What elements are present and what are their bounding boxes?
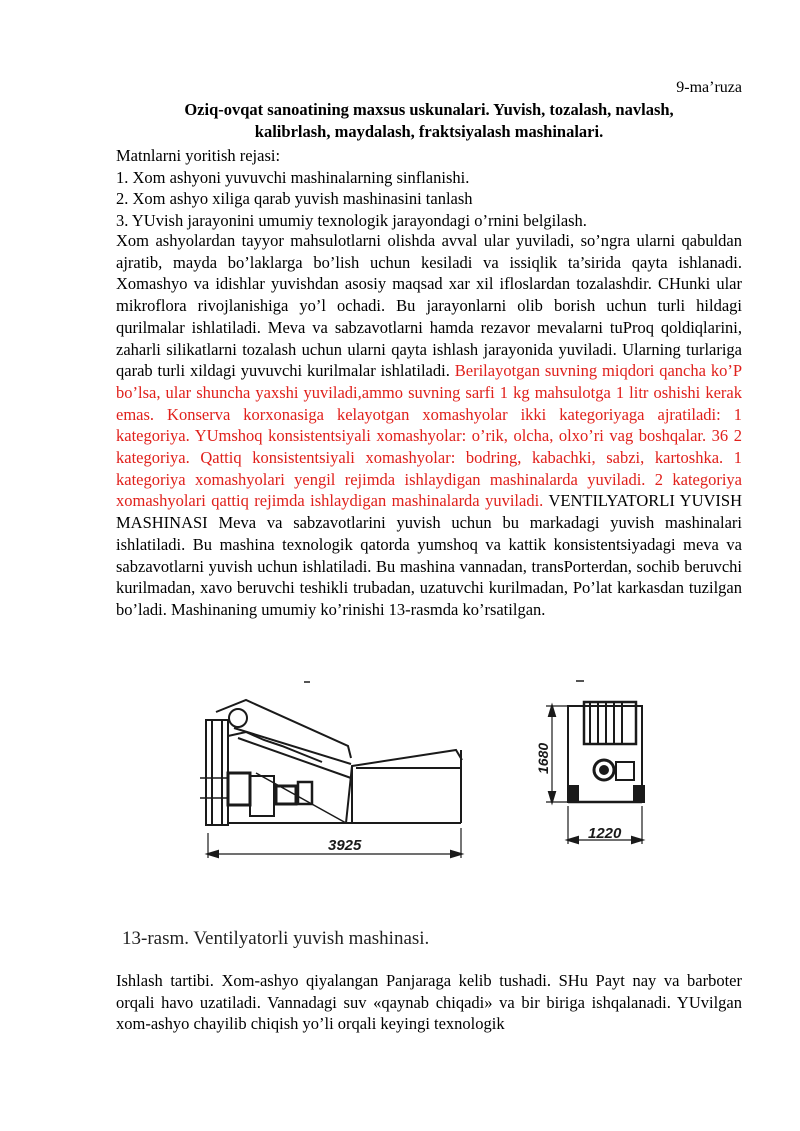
title-line-1: Oziq-ovqat sanoatining maxsus uskunalari. Yuvish, tozalash, navlash, — [184, 100, 674, 119]
plan-section — [116, 145, 746, 232]
main-paragraph — [116, 230, 742, 621]
plan-item-2: 2. Xom ashyo xiliga qarab yuvish mashinasini tanlash — [116, 189, 473, 209]
lecture-number: 9-ma’ruza — [676, 79, 742, 96]
plan-item-3: 3. YUvish jarayonini umumiy texnologik jarayondagi o’rnini belgilash. — [116, 211, 587, 231]
dimension-length-label: 3925 — [328, 837, 362, 854]
machine-drawing — [116, 678, 746, 878]
machine-side-frame-left — [206, 720, 228, 825]
paragraph-intro: Xom ashyolardan tayyor mahsulotlarni olishda avval ular yuviladi, so’ngra ularni qabuldan ajratib, mayda bo’laklarga bo’lish uchun kesiladi va issiqlik ta’sirida qayta ishlanadi. Xomashyo va idishlar yuvishdan asosiy maqsad xar xil ifloslardan tozalashdir. CHunki ular mikroflora rivojlanishiga yo’l ochadi. Bu jarayonlarni olib borish uchun turli hildagi qurilmalar ishlatiladi. Meva va sabzavotlarni hamda rezavor mevalarni tuProq qoldiqlarini, zaharli silikatlarni tozalash uchun ularni qayta ishlash jarayonida yuviladi. Ularning turlariga qarab turli xildagi yuvuvchi kurilmalar ishlatiladi. — [116, 231, 742, 381]
paragraph-rest: VENTILYATORLI YUVISH MASHINASI Meva va sabzavotlarini yuvish uchun bu markadagi yuvish mashinalari ishlatiladi. Bu mashina texnologik qatorda yumshoq va kattik konsistentsiyadagi meva va sabzavotlarni yuvish uchun ishlatiladi. Bu mashina vannadan, transPorterdan, sochib beruvchi kurilmadan, xavo beruvchi teshikli trubadan, uzatuvchi kurilmadan, Po’lat karkasdan tuzilgan bo’ladi. Mashinaning umumiy ko’rinishi 13-rasmda ko’rsatilgan. — [116, 491, 742, 619]
plan-item-1: 1. Xom ashyoni yuvuvchi mashinalarning sinflanishi. — [116, 167, 470, 187]
figure-caption: 13-rasm. Ventilyatorli yuvish mashinasi. — [122, 928, 430, 949]
work-order-paragraph: Ishlash tartibi. Xom-ashyo qiyalangan Panjaraga kelib tushadi. SHu Payt nay va barboter orqali havo uzatiladi. Vannadagi suv «qaynab chiqadi» va bir biriga ishqalanadi. YUvilgan xom-ashyo chayilib chiqish yo’li orqali keyingi texnologik — [116, 971, 742, 1034]
page-title — [116, 99, 742, 143]
dimension-height-label: 1680 — [535, 742, 551, 774]
dimension-width-label: 1220 — [588, 825, 622, 842]
plan-heading: Matnlarni yoritish rejasi: — [116, 146, 281, 165]
title-line-2: kalibrlash, maydalash, fraktsiyalash mashinalari. — [254, 122, 604, 141]
paragraph-highlight-red: Berilayotgan suvning miqdori qancha ko’P bo’lsa, ular shuncha yaxshi yuviladi,ammo suvning sarfi 1 kg mahsulotga 1 litr oshishi kerak emas. Konserva korxonasiga kelayotgan xomashyolar ikki kategoriyaga ajratiladi: 1 kategoriya. YUmshoq konsistentsiyali xomashyolar: o’rik, olcha, olxo’ri vag boshqalar. 36 2 kategoriya. Qattiq konsistentsiyali xomashyolar: bodring, kabachki, sabzi, kartoshka. 1 kategoriya xomashyolari yengil rejimda ishlaydigan mashinalarda yuviladi. 2 kategoriya xomashyolari qattiq rejimda ishlaydigan mashinalarda yuviladi. — [116, 361, 743, 511]
machine-figure — [116, 678, 746, 878]
